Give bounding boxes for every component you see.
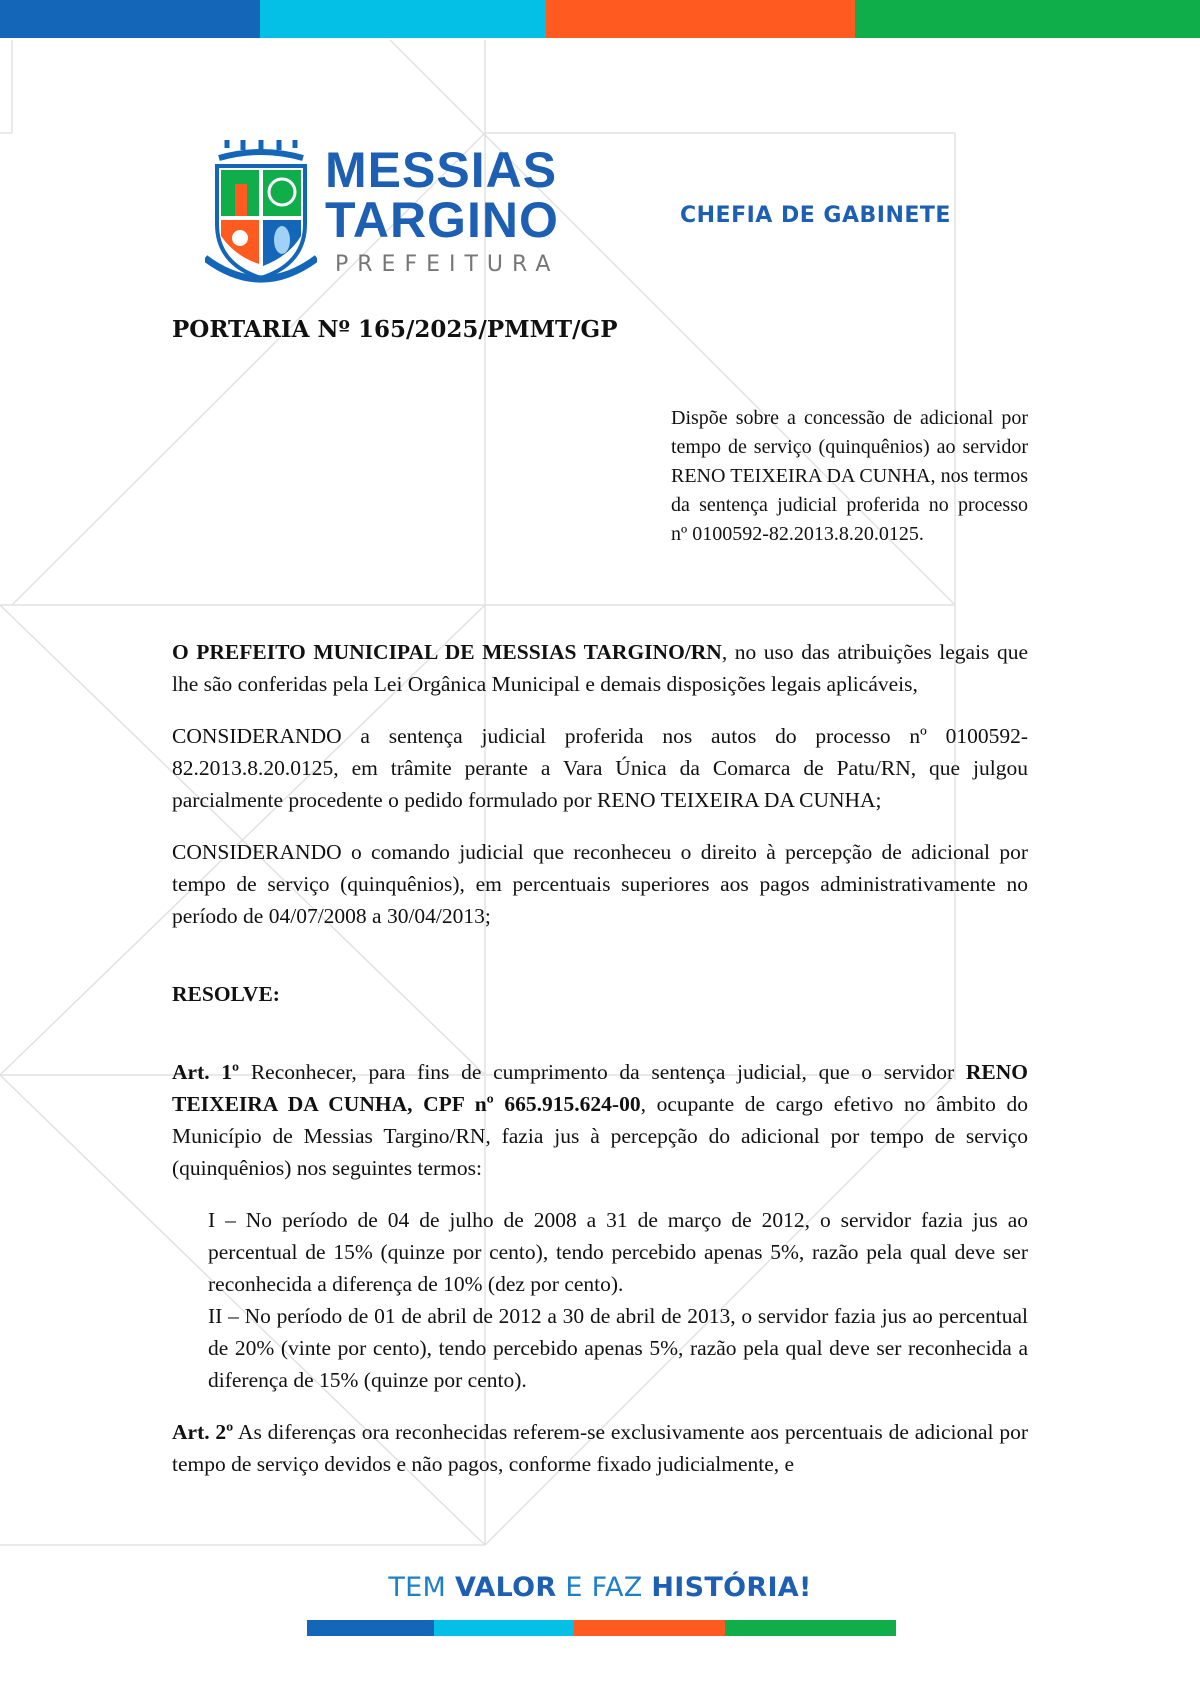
considerando-2: CONSIDERANDO o comando judicial que reconheceu o direito à percepção de adicional por tempo de serviço (quinquênios), em percentuais superiores aos pagos administrativamente no período de 04/07/2008 a 30/04/2013; [172,840,1028,928]
top-color-bar [0,0,1200,38]
top-bar-cyan [260,0,546,38]
logo-title-line2: TARGINO [325,192,559,248]
top-bar-orange [546,0,855,38]
slogan-part-3: E FAZ [556,1572,652,1603]
article-2 [172,1416,1028,1480]
footer-bar-cyan [434,1620,574,1636]
resolve-label: RESOLVE: [172,982,280,1006]
prefeitura-logo [205,140,565,290]
article-1-beneficiary: RENO TEIXEIRA DA CUNHA, CPF nº 665.915.624-00 [172,1060,1029,1116]
preamble-text: , no uso das atribuições legais que lhe são conferidas pela Lei Orgânica Municipal e demais disposições legais aplicáveis, [172,640,1029,696]
article-2-label: Art. 2º [172,1420,234,1444]
footer-color-bar [307,1620,896,1636]
preamble [172,636,1028,700]
preamble-authority: O PREFEITO MUNICIPAL DE MESSIAS TARGINO/RN [172,640,722,664]
footer-bar-orange [574,1620,725,1636]
footer-slogan [0,1572,1200,1603]
article-1-text-b: , ocupante de cargo efetivo no âmbito do Município de Messias Targino/RN, fazia jus à percepção do adicional por tempo de serviço (quinquênios) nos seguintes termos: [172,1092,1029,1180]
slogan-part-4: HISTÓRIA! [651,1572,812,1603]
inciso-2: II – No período de 01 de abril de 2012 a 30 de abril de 2013, o servidor fazia jus ao percentual de 20% (vinte por cento), tendo percebido apenas 5%, razão pela qual deve ser reconhecida a diferença de 15% (quinze por cento). [208,1304,1028,1392]
slogan-part-2: VALOR [455,1572,557,1603]
document-title: PORTARIA Nº 165/2025/PMMT/GP [172,316,618,343]
considerando-1: CONSIDERANDO a sentença judicial proferida nos autos do processo nº 0100592-82.2013.8.20.0125, em trâmite perante a Vara Única da Comarca de Patu/RN, que julgou parcialmente procedente o pedido formulado por RENO TEIXEIRA DA CUNHA; [172,724,1028,812]
top-bar-blue [0,0,260,38]
resolve-heading [172,978,1028,1010]
article-1-text-a: Reconhecer, para fins de cumprimento da sentença judicial, que o servidor [239,1060,966,1084]
logo-title-line1: MESSIAS [325,142,558,198]
logo-subtitle: PREFEITURA [335,252,560,277]
slogan-part-1: TEM [388,1572,456,1603]
inciso-1: I – No período de 04 de julho de 2008 a 31 de março de 2012, o servidor fazia jus ao percentual de 15% (quinze por cento), tendo percebido apenas 5%, razão pela qual deve ser reconhecida a diferença de 10% (dez por cento). [208,1208,1028,1296]
department-title: CHEFIA DE GABINETE [680,203,951,228]
footer-bar-green [725,1620,896,1636]
article-2-text: As diferenças ora reconhecidas referem-se exclusivamente aos percentuais de adicional por tempo de serviço devidos e não pagos, conforme fixado judicialmente, e [172,1420,1028,1476]
coat-of-arms-icon [205,140,317,286]
ementa: Dispõe sobre a concessão de adicional por tempo de serviço (quinquênios) ao servidor RENO TEIXEIRA DA CUNHA, nos termos da sentença judicial proferida no processo nº 0100592-82.2013.8.20.0125. [671,407,1028,545]
footer-bar-blue [307,1620,434,1636]
top-bar-green [855,0,1200,38]
document-body [172,636,1028,1480]
article-1-label: Art. 1º [172,1060,240,1084]
article-1 [172,1056,1028,1184]
